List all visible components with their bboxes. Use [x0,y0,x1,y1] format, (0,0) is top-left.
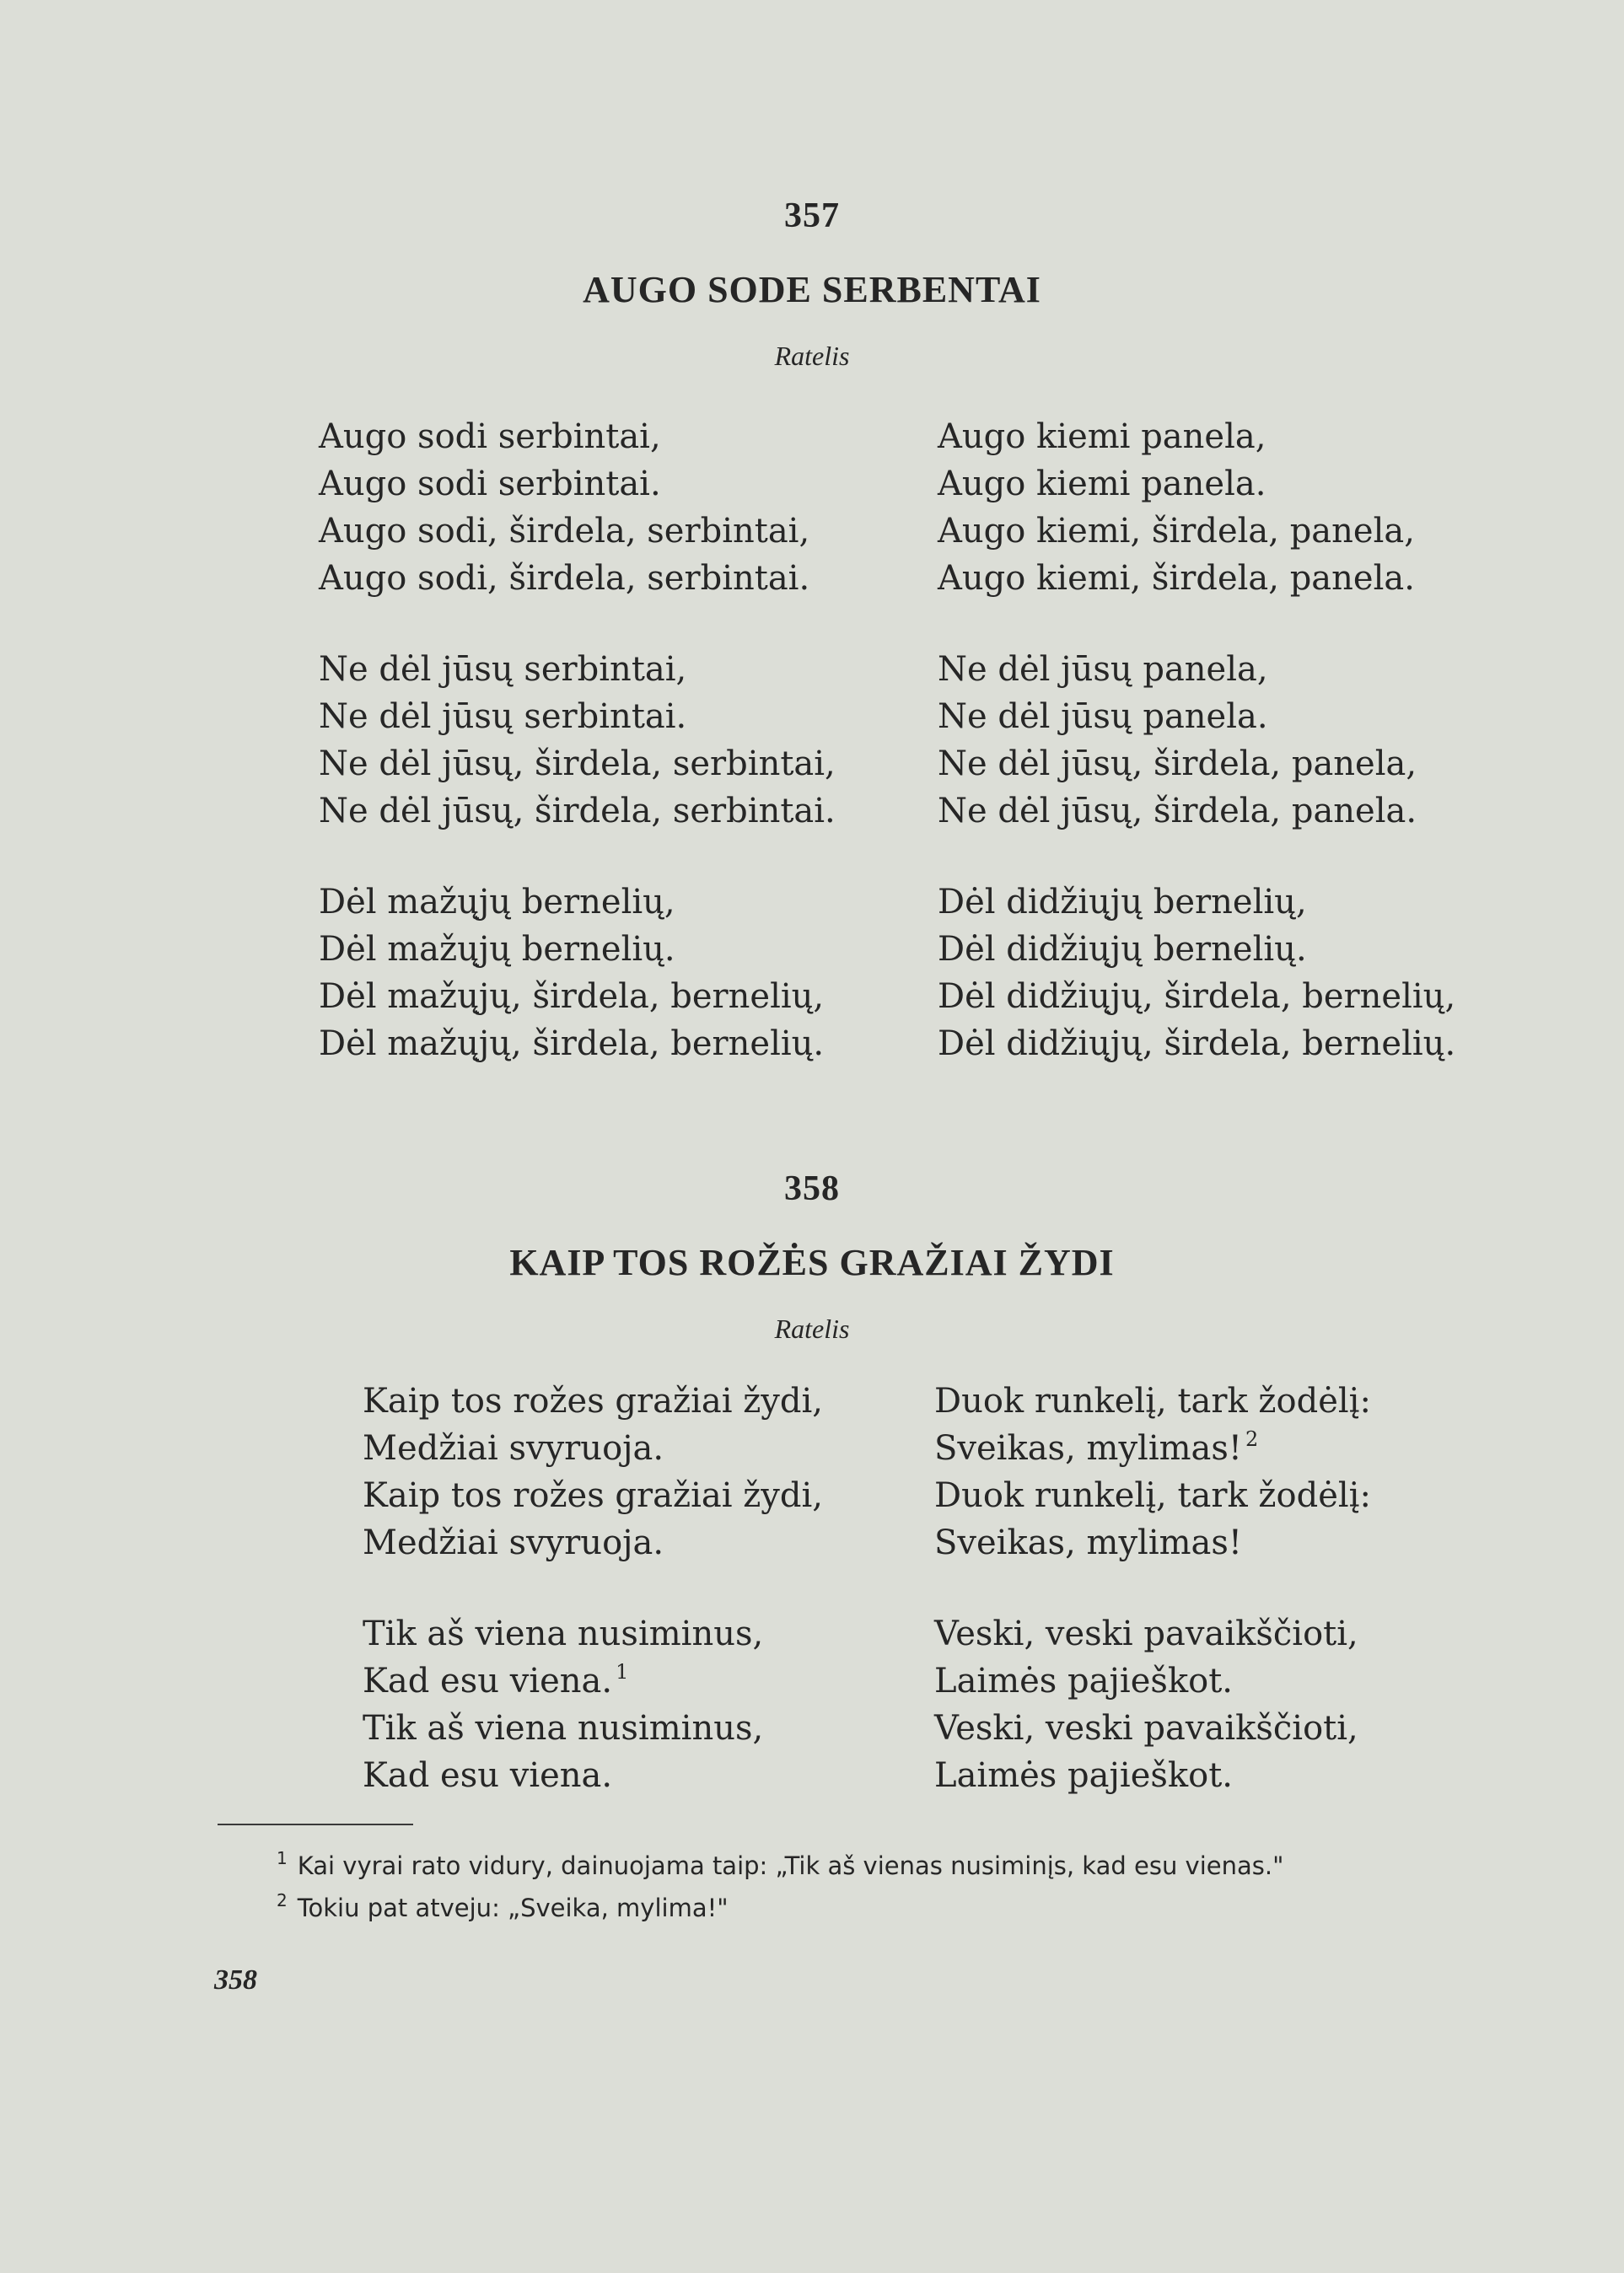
verse-line: Medžiai svyruoja. [363,1429,664,1468]
stanza [319,646,836,835]
verse-line: Veski, veski pavaikščioti, [934,1709,1358,1748]
verse-line: Ne dėl jūsų, širdela, panela. [938,792,1417,830]
page-number: 358 [214,1964,257,1996]
verse-line: Augo sodi serbintai, [319,417,661,456]
stanza [363,1610,823,1799]
verse-line: Dėl mažųjų, širdela, bernelių. [319,1024,825,1063]
verse-line: Augo sodi, širdela, serbintai. [319,559,810,598]
verse-line: Ne dėl jūsų, širdela, serbintai. [319,792,836,830]
verse-line: Augo kiemi panela, [938,417,1266,456]
footnote [277,1887,1592,1929]
stanza [938,646,1455,835]
verse-line: Laimės pajieškot. [934,1662,1234,1701]
verse-line: Sveikas, mylimas! [934,1523,1242,1562]
verse-line: Duok runkelį, tark žodėlį: [934,1382,1371,1421]
verse-line: Dėl mažųjų bernelių. [319,930,675,969]
song-358-right-column [934,1378,1371,1843]
song-subtitle: Ratelis [774,341,850,371]
verse-line: Ne dėl jūsų panela, [938,650,1268,689]
verse-line: Veski, veski pavaikščioti, [934,1615,1358,1653]
footnote [277,1845,1592,1887]
verse-line: Kad esu viena. [363,1756,613,1795]
verse-line: Kad esu viena. $^1$ [363,1660,629,1701]
footnotes [277,1845,1592,1929]
verse-line: Tik aš viena nusiminus, [363,1709,764,1748]
verse-line: Dėl didžiųjų, širdela, bernelių. [938,1024,1456,1063]
verse-line: Duok runkelį, tark žodėlį: [934,1476,1371,1515]
verse-line: Laimės pajieškot. [934,1756,1234,1795]
verse-line: Ne dėl jūsų panela. [938,697,1268,736]
stanza [319,413,836,602]
verse-line: Augo sodi serbintai. [319,465,661,503]
verse-line: Ne dėl jūsų serbintai, [319,650,687,689]
song-subtitle: Ratelis [774,1314,850,1344]
verse-line: Augo kiemi, širdela, panela. [938,559,1415,598]
stanza [934,1378,1371,1566]
stanza [319,879,836,1067]
footnote-marker: 1 [277,1848,288,1868]
verse-line: Ne dėl jūsų, širdela, serbintai, [319,744,836,783]
verse-line: Kaip tos rožes gražiai žydi, [363,1382,824,1421]
footnote-marker: 2 [1245,1427,1259,1451]
verse-line: Augo kiemi, širdela, panela, [938,512,1415,551]
song-number: 358 [784,1169,840,1208]
verse-line: Augo kiemi panela. [938,465,1266,503]
verse-line: Dėl mažųjų, širdela, bernelių, [319,977,825,1016]
verse-line: Dėl didžiųjų bernelių. [938,930,1307,969]
song-title: AUGO SODE SERBENTAI [583,269,1041,310]
stanza [938,879,1455,1067]
verse-line: Kaip tos rožes gražiai žydi, [363,1476,824,1515]
verse-line: Augo sodi, širdela, serbintai, [319,512,810,551]
song-number: 357 [784,196,840,235]
stanza [363,1378,823,1566]
footnote-marker: 1 [616,1660,629,1684]
verse-line: Sveikas, mylimas! $^2$ [934,1427,1259,1468]
footnote-text: Tokiu pat atveju: „Sveika, mylima!" [297,1894,729,1922]
footnote-marker: 2 [277,1890,288,1910]
footnote-text: Kai vyrai rato vidury, dainuojama taip: „Tik aš vienas nusiminįs, kad esu vienas." [297,1851,1284,1880]
song-357-right-column [938,413,1455,1111]
song-title: KAIP TOS ROŽĖS GRAŽIAI ŽYDI [509,1242,1115,1283]
song-357-left-column [319,413,836,1111]
song-358-left-column [363,1378,823,1843]
verse-line: Ne dėl jūsų, širdela, panela, [938,744,1417,783]
verse-line: Dėl didžiųjų, širdela, bernelių, [938,977,1456,1016]
stanza [938,413,1455,602]
stanza [934,1610,1371,1799]
verse-line: Dėl didžiųjų bernelių, [938,883,1307,922]
verse-line: Dėl mažųjų bernelių, [319,883,675,922]
verse-line: Ne dėl jūsų serbintai. [319,697,687,736]
verse-line: Medžiai svyruoja. [363,1523,664,1562]
footnote-divider [218,1824,413,1825]
verse-line: Tik aš viena nusiminus, [363,1615,764,1653]
